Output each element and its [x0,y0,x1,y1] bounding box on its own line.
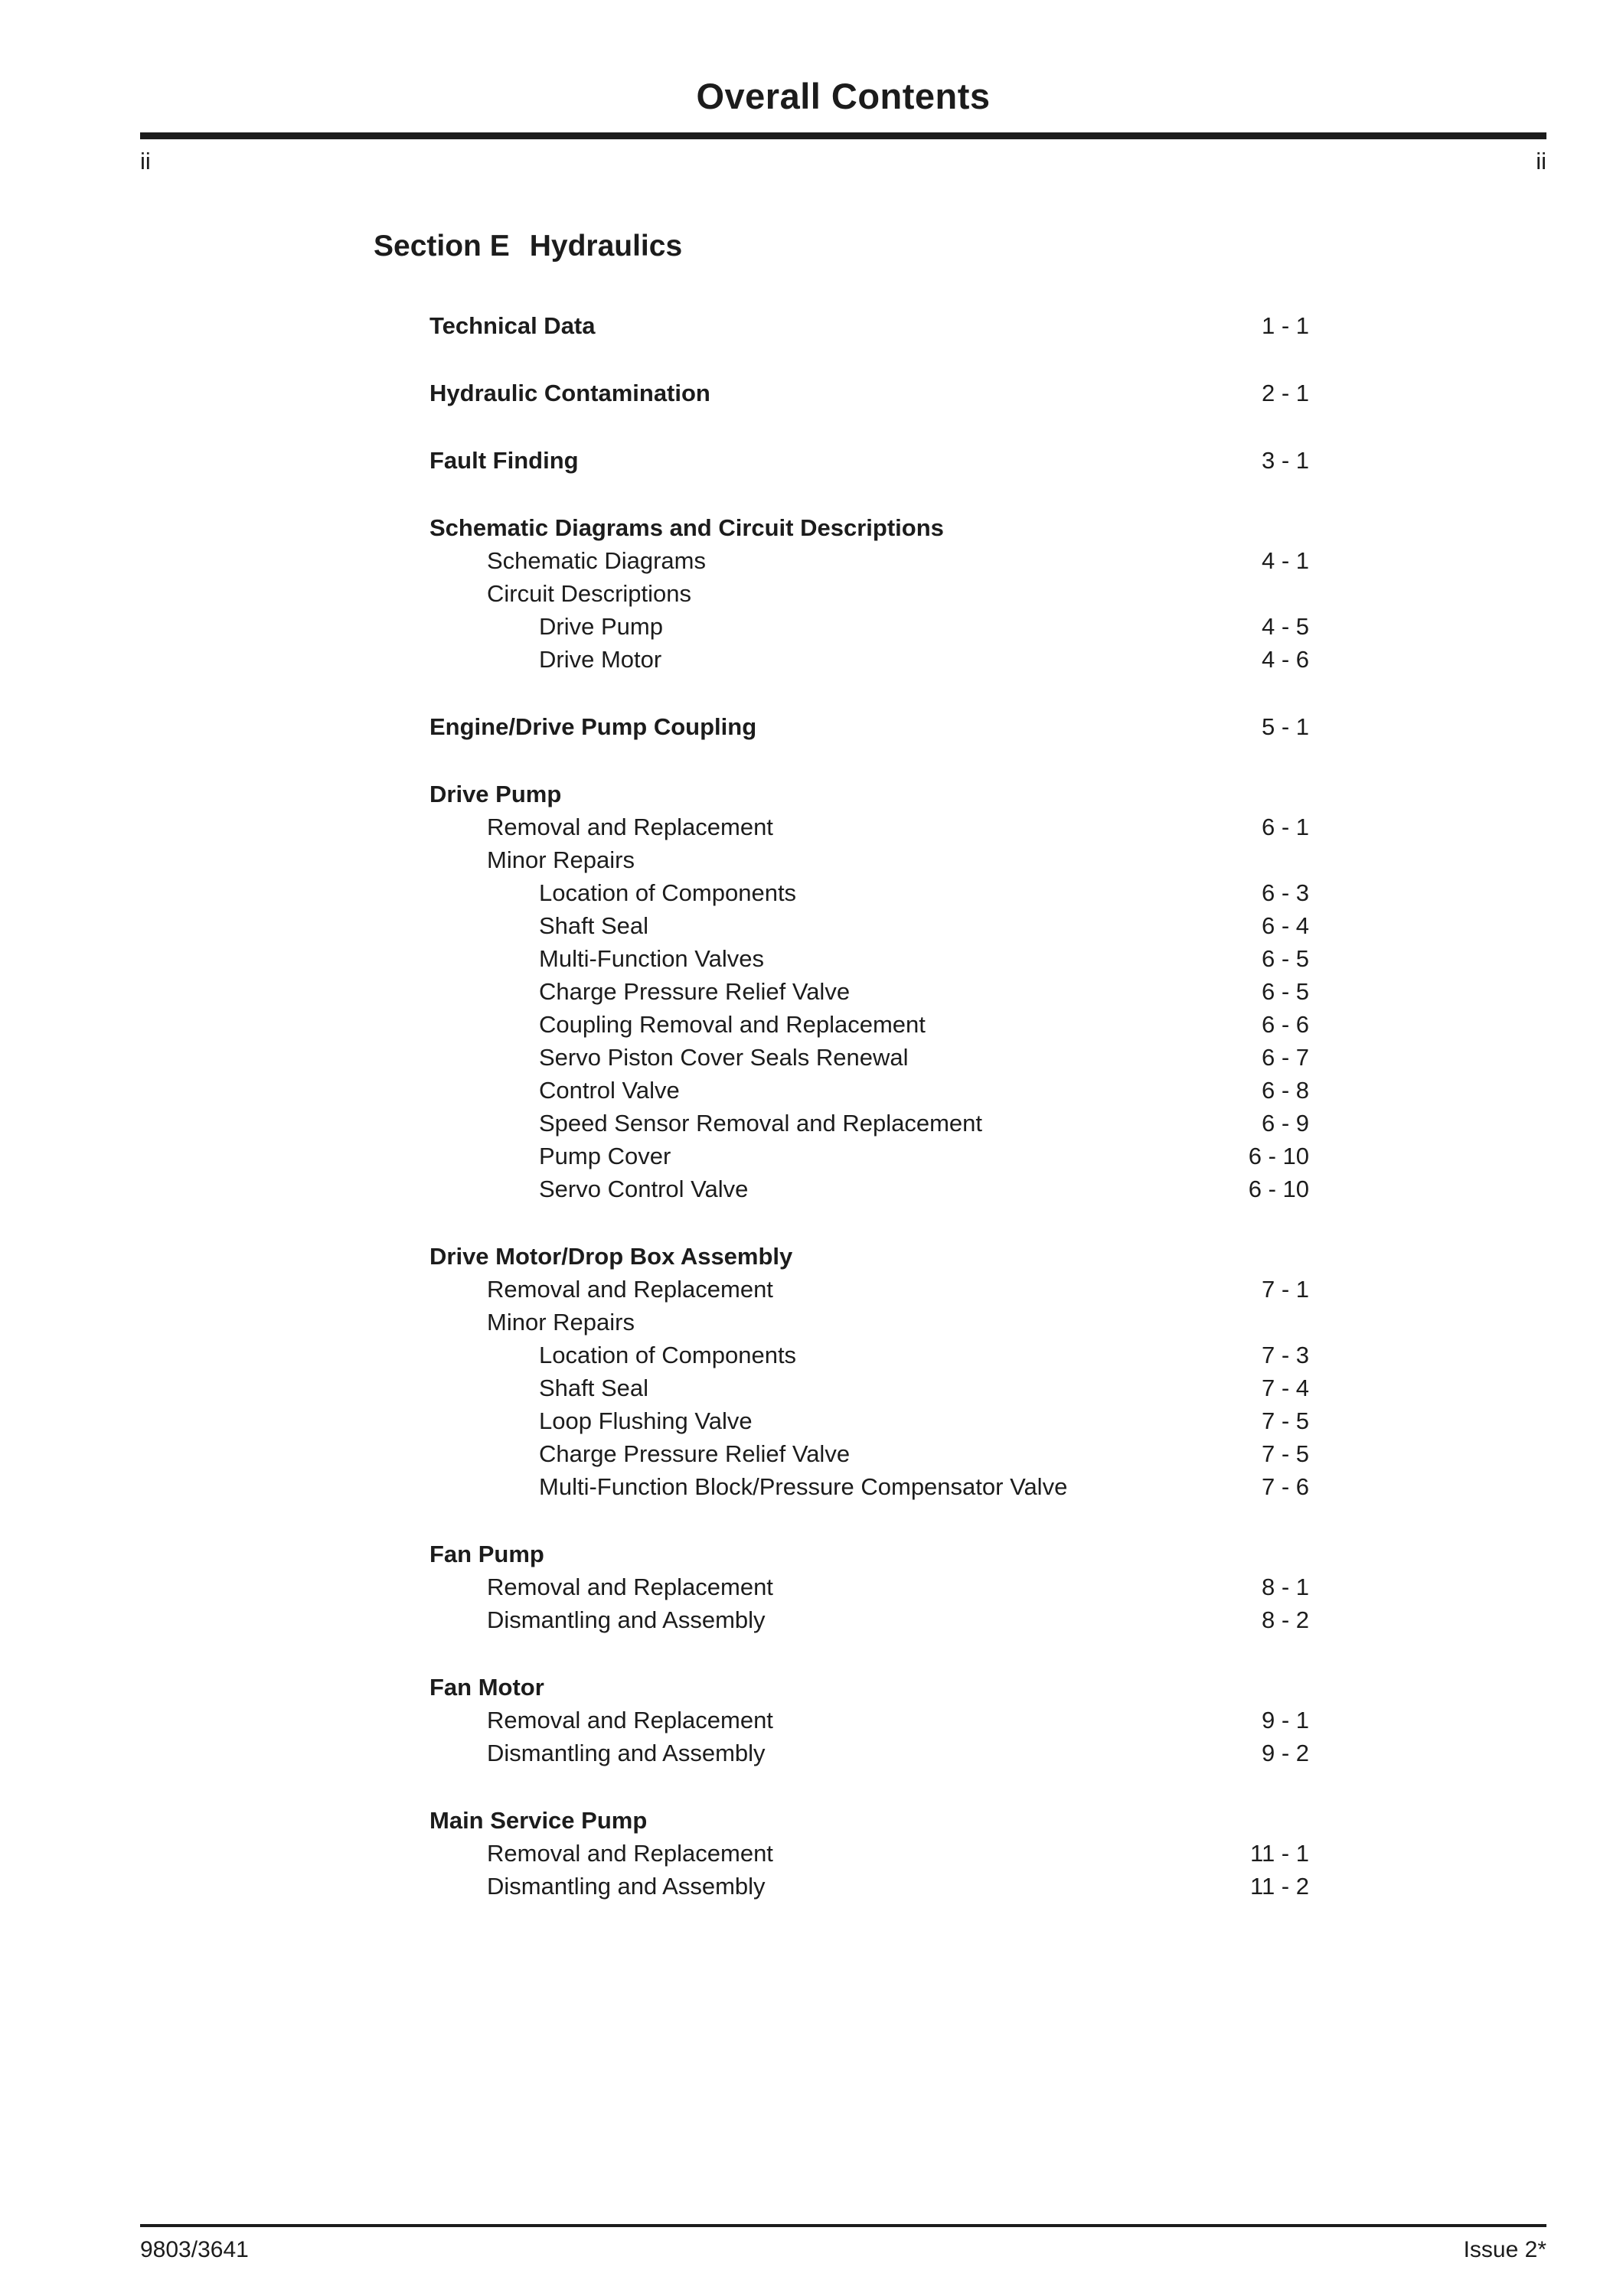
section-label: Section E [374,230,510,263]
toc-entry [429,444,1309,477]
contents-body [374,230,1369,1903]
toc-entry [429,1074,1309,1107]
toc-entry [429,544,1309,577]
toc-entry-label: Fault Finding [429,447,579,474]
toc-entry [429,1570,1309,1603]
toc-entry-label: Removal and Replacement [487,1276,773,1303]
toc-entry [429,1737,1309,1769]
section-title [374,230,1369,263]
toc-entry-label: Fan Pump [429,1541,544,1567]
toc-entry-page: 6 - 5 [1261,978,1309,1005]
toc-entry [429,1804,1309,1837]
toc-entry [429,577,1309,610]
toc-entry-page: 7 - 6 [1261,1473,1309,1500]
toc-entry [429,1671,1309,1704]
toc-entry-page: 6 - 5 [1261,945,1309,972]
toc-entry-label: Removal and Replacement [487,1707,773,1733]
toc-entry-page: 7 - 4 [1261,1375,1309,1401]
toc-entry-label: Schematic Diagrams [487,547,706,574]
page-footer [140,2224,1546,2264]
toc-entry-label: Dismantling and Assembly [487,1873,766,1900]
toc-entry [429,1008,1309,1041]
toc-entry-label: Charge Pressure Relief Valve [539,978,851,1005]
toc-entry-page: 3 - 1 [1261,447,1309,474]
toc-entry [429,909,1309,942]
toc-entry-page: 6 - 10 [1248,1143,1309,1169]
toc-entry [429,1404,1309,1437]
toc-entry [429,1041,1309,1074]
page-number-left: ii [140,148,151,174]
toc-entry-label: Shaft Seal [539,1375,649,1401]
toc-entry-page: 6 - 9 [1261,1110,1309,1137]
toc-entry-label: Drive Motor [539,646,662,673]
toc-entry-label: Multi-Function Block/Pressure Compensator Valve [539,1473,1068,1500]
toc-entry [429,1603,1309,1636]
toc-entry-page: 6 - 10 [1248,1176,1309,1202]
toc-entry-page: 7 - 5 [1261,1440,1309,1467]
footer-doc-number: 9803/3641 [140,2237,249,2262]
toc-entry-label: Schematic Diagrams and Circuit Descriptions [429,514,944,541]
toc-entry-label: Removal and Replacement [487,814,773,840]
toc-entry [429,942,1309,975]
header-rule [140,132,1546,139]
toc-entry-page: 7 - 3 [1261,1342,1309,1368]
toc-entry-label: Coupling Removal and Replacement [539,1011,926,1038]
toc-entry-label: Circuit Descriptions [487,580,692,607]
toc-entry-label: Minor Repairs [487,1309,635,1336]
section-name: Hydraulics [529,230,683,263]
toc-entry [429,643,1309,676]
toc-entry-page: 7 - 5 [1261,1407,1309,1434]
page-title: Overall Contents [696,76,991,116]
toc-entry-label: Dismantling and Assembly [487,1606,766,1633]
footer-issue: Issue 2* [1463,2237,1546,2262]
toc-entry [429,1538,1309,1570]
footer-row [140,2236,1546,2264]
toc-entry [429,975,1309,1008]
toc-entry-label: Fan Motor [429,1674,544,1701]
toc-entry-page: 1 - 1 [1261,312,1309,339]
toc-entry-label: Main Service Pump [429,1807,648,1834]
toc-entry-label: Multi-Function Valves [539,945,765,972]
toc-entry [429,843,1309,876]
toc-list [429,309,1309,1903]
toc-entry-label: Loop Flushing Valve [539,1407,753,1434]
toc-entry [429,710,1309,743]
toc-entry-label: Removal and Replacement [487,1574,773,1600]
toc-entry-page: 11 - 1 [1250,1840,1309,1867]
toc-entry [429,1306,1309,1339]
toc-entry-page: 6 - 3 [1261,879,1309,906]
toc-entry-page: 6 - 8 [1261,1077,1309,1104]
toc-entry-label: Shaft Seal [539,912,649,939]
toc-entry [429,810,1309,843]
toc-entry-label: Pump Cover [539,1143,671,1169]
toc-entry [429,778,1309,810]
toc-entry [429,1470,1309,1503]
toc-entry [429,1273,1309,1306]
toc-entry-page: 6 - 4 [1261,912,1309,939]
toc-entry-label: Drive Motor/Drop Box Assembly [429,1243,793,1270]
toc-entry [429,1704,1309,1737]
toc-entry [429,1140,1309,1172]
toc-entry [429,1870,1309,1903]
toc-entry-page: 2 - 1 [1261,380,1309,406]
toc-entry-label: Hydraulic Contamination [429,380,710,406]
footer-rule [140,2224,1546,2227]
toc-entry [429,1371,1309,1404]
toc-entry-label: Dismantling and Assembly [487,1740,766,1766]
toc-entry-label: Charge Pressure Relief Valve [539,1440,851,1467]
toc-entry [429,377,1309,409]
toc-entry-page: 6 - 6 [1261,1011,1309,1038]
toc-entry-page: 11 - 2 [1250,1873,1309,1900]
toc-entry [429,1107,1309,1140]
toc-entry [429,610,1309,643]
toc-entry-label: Speed Sensor Removal and Replacement [539,1110,983,1137]
toc-entry-label: Location of Components [539,879,797,906]
toc-entry-label: Servo Control Valve [539,1176,749,1202]
toc-entry-page: 9 - 2 [1261,1740,1309,1766]
toc-entry [429,1172,1309,1205]
toc-entry-page: 4 - 6 [1261,646,1309,673]
toc-entry-label: Location of Components [539,1342,797,1368]
toc-entry [429,1837,1309,1870]
toc-entry-label: Drive Pump [539,613,663,640]
toc-entry [429,1437,1309,1470]
toc-entry-page: 9 - 1 [1261,1707,1309,1733]
toc-entry [429,309,1309,342]
toc-entry-page: 4 - 5 [1261,613,1309,640]
toc-entry-page: 4 - 1 [1261,547,1309,574]
toc-entry-label: Removal and Replacement [487,1840,773,1867]
toc-entry-label: Technical Data [429,312,596,339]
toc-entry-page: 8 - 2 [1261,1606,1309,1633]
toc-entry-label: Servo Piston Cover Seals Renewal [539,1044,909,1071]
toc-entry-label: Control Valve [539,1077,680,1104]
page-number-row [140,147,1546,176]
toc-entry-label: Engine/Drive Pump Coupling [429,713,757,740]
toc-entry [429,876,1309,909]
toc-entry-page: 8 - 1 [1261,1574,1309,1600]
toc-entry-page: 6 - 7 [1261,1044,1309,1071]
toc-entry [429,1240,1309,1273]
toc-entry-label: Minor Repairs [487,846,635,873]
toc-entry-page: 5 - 1 [1261,713,1309,740]
page-header [140,0,1546,176]
toc-entry [429,1339,1309,1371]
toc-entry-page: 6 - 1 [1261,814,1309,840]
toc-entry-label: Drive Pump [429,781,562,807]
toc-entry [429,511,1309,544]
page-number-right: ii [1536,148,1546,174]
toc-entry-page: 7 - 1 [1261,1276,1309,1303]
